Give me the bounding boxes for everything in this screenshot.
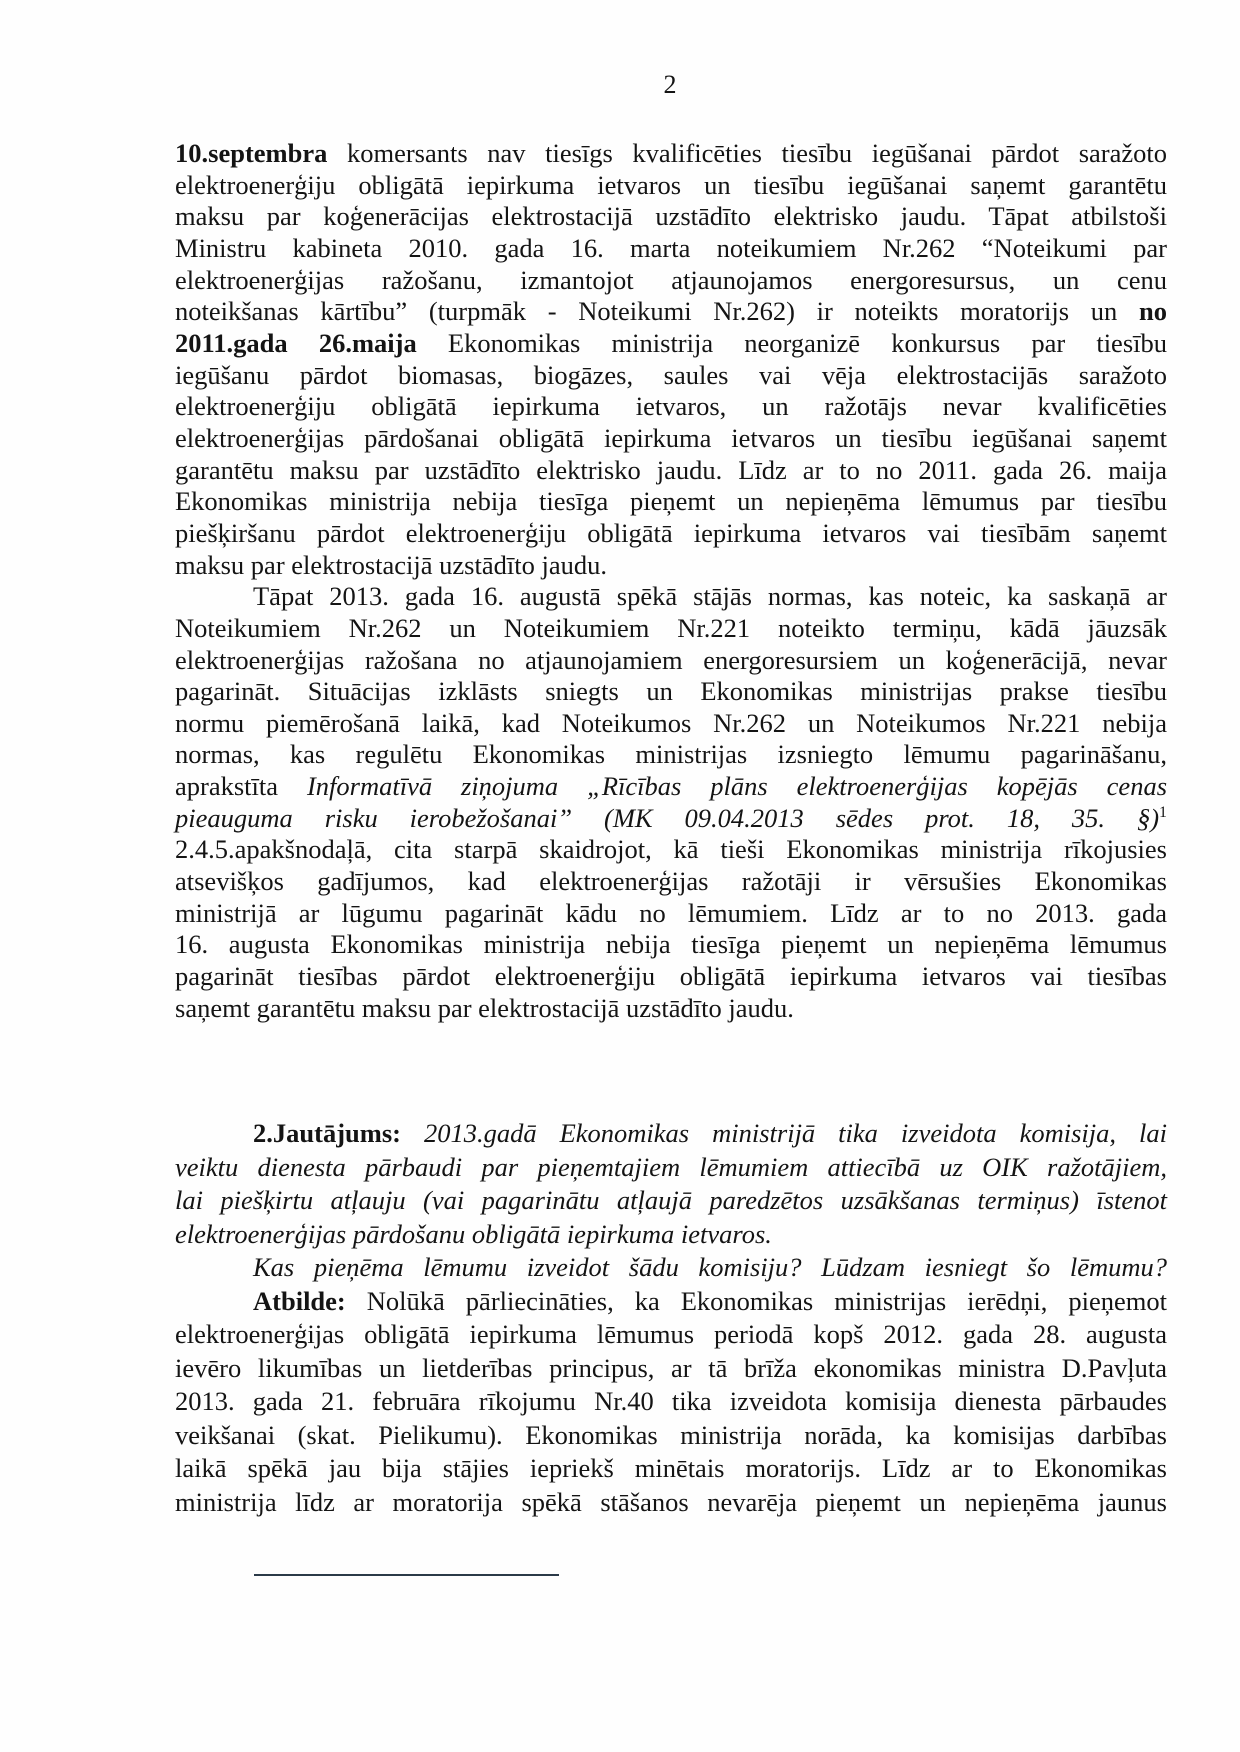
text-line xyxy=(175,961,1167,993)
text-line xyxy=(175,1151,1167,1185)
italic-text: Kas pieņēma lēmumu izveidot šādu komisiju? Lūdzam iesniegt šo lēmumu? xyxy=(253,1252,1167,1282)
text-line xyxy=(175,1117,1167,1151)
bold-text: 10.septembra xyxy=(175,138,328,168)
text-run: elektroenerģiju obligātā iepirkuma ietvaros un tiesību iegūšanai saņemt garantētu xyxy=(175,169,1167,200)
text-line xyxy=(175,1251,1167,1285)
italic-text: pieauguma risku ierobežošanai” (MK 09.04.2013 sēdes prot. 18, 35. §) xyxy=(175,802,1160,833)
text-line xyxy=(175,518,1167,550)
text-run: laikā spēkā jau bija stājies iepriekš minētais moratorijs. Līdz ar to Ekonomikas xyxy=(175,1453,1167,1483)
text-line xyxy=(175,550,1167,582)
text-line xyxy=(175,898,1167,930)
italic-text: 2013.gadā Ekonomikas ministrijā tika izveidota komisija, lai xyxy=(400,1118,1167,1148)
text-run: 16. augusta Ekonomikas ministrija nebija tiesīga pieņemt un nepieņēma lēmumus xyxy=(175,929,1167,960)
text-run: elektroenerģijas ražošanu, izmantojot atjaunojamos energoresursus, un cenu xyxy=(175,264,1167,295)
text-line xyxy=(175,771,1167,803)
italic-text: Informatīvā ziņojuma „Rīcības plāns elektroenerģijas kopējās cenas xyxy=(306,771,1168,802)
text-run: iegūšanu pārdot biomasas, biogāzes, saules vai vēja elektrostacijās saražoto xyxy=(175,359,1167,390)
text-run: atsevišķos gadījumos, kad elektroenerģijas ražotāji ir vērsušies Ekonomikas xyxy=(175,866,1167,897)
text-line xyxy=(175,993,1167,1025)
text-line xyxy=(175,233,1167,265)
text-run: elektroenerģiju obligātā iepirkuma ietvaros, un ražotājs nevar kvalificēties xyxy=(175,391,1167,422)
bold-text: Atbilde: xyxy=(253,1285,346,1316)
text-run: 2013. gada 21. februāra rīkojumu Nr.40 tika izveidota komisija dienesta pārbaudes xyxy=(175,1386,1167,1416)
text-run: saņemt garantētu maksu par elektrostacijā uzstādīto jaudu. xyxy=(175,992,794,1023)
text-run: piešķiršanu pārdot elektroenerģiju obligātā iepirkuma ietvaros vai tiesībām saņemt xyxy=(175,517,1167,548)
text-line xyxy=(175,360,1167,392)
bold-text: 2011.gada 26.maija xyxy=(175,327,417,358)
text-run: Ekonomikas ministrija nebija tiesīga pieņemt un nepieņēma lēmumus par tiesību xyxy=(175,486,1167,517)
text-line xyxy=(175,1486,1167,1520)
text-line xyxy=(175,1452,1167,1486)
text-line xyxy=(175,803,1167,835)
text-run: ministrijā ar lūgumu pagarināt kādu no lēmumiem. Līdz ar to no 2013. gada xyxy=(175,897,1167,928)
page-number: 2 xyxy=(663,70,677,99)
text-line xyxy=(175,645,1167,677)
text-run: 2.4.5.apakšnodaļā, cita starpā skaidrojot, kā tieši Ekonomikas ministrija rīkojusies xyxy=(175,834,1167,865)
question-answer-section xyxy=(175,1117,1167,1519)
text-run: pagarināt tiesības pārdot elektroenerģiju obligātā iepirkuma ietvaros vai tiesības xyxy=(175,961,1167,992)
text-run: komersants nav tiesīgs kvalificēties tiesību iegūšanai pārdot saražoto xyxy=(327,138,1167,168)
bold-text: no xyxy=(1139,296,1167,327)
text-line xyxy=(175,613,1167,645)
text-run: ievēro likumības un lietderības principus, ar tā brīža ekonomikas ministra D.Pavļuta xyxy=(175,1352,1167,1383)
text-run: Noteikumiem Nr.262 un Noteikumiem Nr.221 noteikto termiņu, kādā jāuzsāk xyxy=(175,612,1167,643)
italic-text: lai piešķirtu atļauju (vai pagarinātu atļaujā paredzētos uzsākšanas termiņus) īstenot xyxy=(175,1185,1167,1215)
text-line xyxy=(175,1184,1167,1218)
text-run: normas, kas regulētu Ekonomikas ministrijas izsniegto lēmumu pagarināšanu, xyxy=(175,739,1167,770)
text-line xyxy=(175,486,1167,518)
text-line xyxy=(175,1285,1167,1319)
italic-text: elektroenerģijas pārdošanu obligātā iepirkuma ietvaros. xyxy=(175,1218,772,1249)
text-run: ministrija līdz ar moratorija spēkā stāšanos nevarēja pieņemt un nepieņēma jaunus xyxy=(175,1486,1167,1517)
text-line xyxy=(175,866,1167,898)
text-line xyxy=(175,676,1167,708)
text-line xyxy=(175,138,1167,170)
text-line xyxy=(175,1385,1167,1419)
text-line xyxy=(175,265,1167,297)
text-run: maksu par elektrostacijā uzstādīto jaudu. xyxy=(175,549,607,580)
text-line xyxy=(175,1352,1167,1386)
text-line xyxy=(175,170,1167,202)
text-run: maksu par koģenerācijas elektrostacijā uzstādīto elektrisko jaudu. Tāpat atbilstoši xyxy=(175,201,1167,232)
footnote-marker: 1 xyxy=(1159,803,1167,821)
text-line xyxy=(175,201,1167,233)
text-line xyxy=(175,739,1167,771)
text-line xyxy=(175,708,1167,740)
text-line xyxy=(175,455,1167,487)
italic-text: veiktu dienesta pārbaudi par pieņemtajiem lēmumiem attiecībā uz OIK ražotājiem, xyxy=(175,1151,1167,1182)
text-line xyxy=(175,391,1167,423)
text-run: garantētu maksu par uzstādīto elektrisko jaudu. Līdz ar to no 2011. gada 26. maija xyxy=(175,454,1167,485)
text-run: veikšanai (skat. Pielikumu). Ekonomikas ministrija norāda, ka komisijas darbības xyxy=(175,1419,1167,1450)
footnote-separator xyxy=(254,1574,559,1576)
text-run: Nolūkā pārliecināties, ka Ekonomikas ministrijas ierēdņi, pieņemot xyxy=(345,1285,1167,1316)
text-run: Ekonomikas ministrija neorganizē konkursus par tiesību xyxy=(416,327,1167,358)
text-run: elektroenerģijas obligātā iepirkuma lēmumus periodā kopš 2012. gada 28. augusta xyxy=(175,1319,1167,1349)
text-line xyxy=(175,581,1167,613)
text-line xyxy=(175,328,1167,360)
text-run: elektroenerģijas pārdošanai obligātā iepirkuma ietvaros un tiesību iegūšanai saņemt xyxy=(175,422,1167,453)
text-run: aprakstīta xyxy=(175,771,307,802)
text-run: pagarināt. Situācijas izklāsts sniegts un Ekonomikas ministrijas prakse tiesību xyxy=(175,676,1167,707)
text-run: elektroenerģijas ražošana no atjaunojamiem energoresursiem un koģenerācijā, nevar xyxy=(175,644,1167,675)
text-line xyxy=(175,1419,1167,1453)
text-run: noteikšanas kārtību” (turpmāk - Noteikumi Nr.262) ir noteikts moratorijs un xyxy=(175,296,1139,327)
text-run: normu piemērošanā laikā, kad Noteikumos Nr.262 un Noteikumos Nr.221 nebija xyxy=(175,707,1167,738)
text-line xyxy=(175,296,1167,328)
text-run: Tāpat 2013. gada 16. augustā spēkā stājās normas, kas noteic, ka saskaņā ar xyxy=(253,581,1167,612)
text-line xyxy=(175,423,1167,455)
bold-text: 2.Jautājums: xyxy=(253,1118,401,1148)
text-line xyxy=(175,1218,1167,1252)
text-run: Ministru kabineta 2010. gada 16. marta noteikumiem Nr.262 “Noteikumi par xyxy=(175,232,1167,263)
text-line xyxy=(175,834,1167,866)
text-line xyxy=(175,929,1167,961)
body-text-section xyxy=(175,138,1167,1024)
text-line xyxy=(175,1318,1167,1352)
